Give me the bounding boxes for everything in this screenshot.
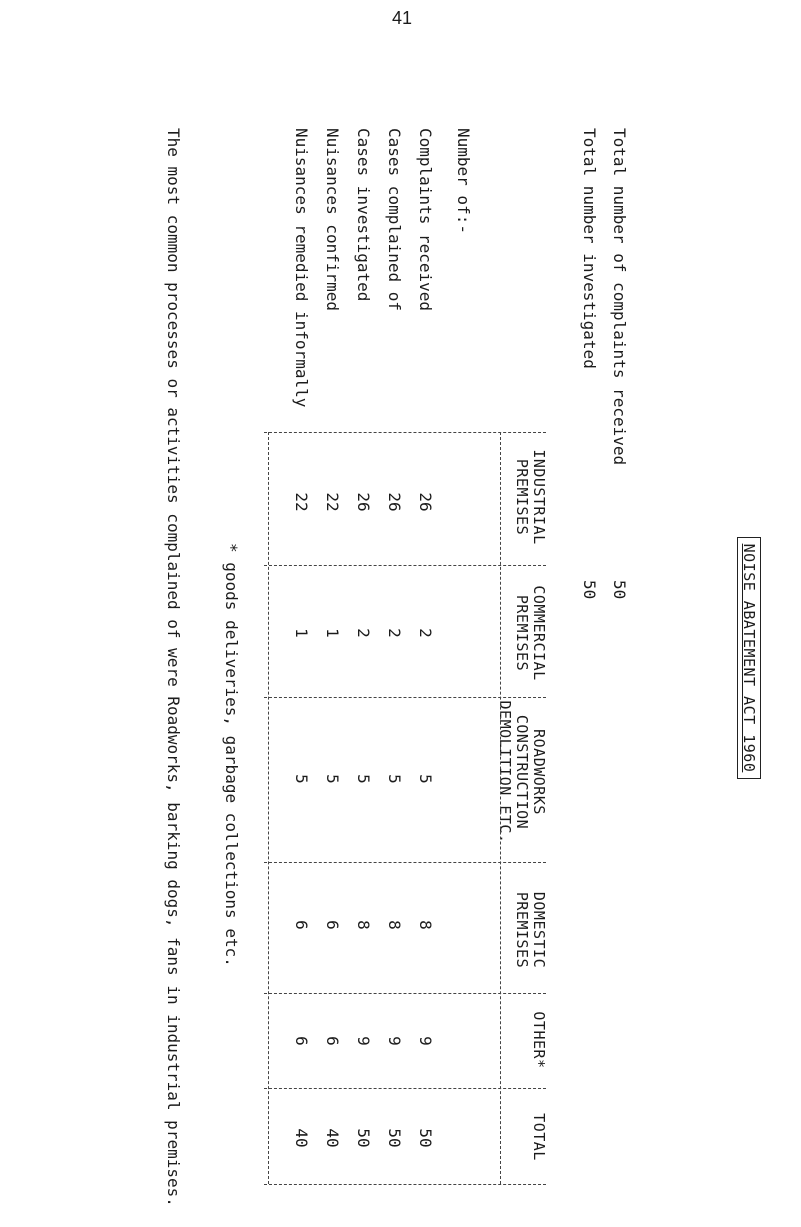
table-cell: 8 bbox=[416, 920, 435, 930]
column-header-other: OTHER* bbox=[530, 1011, 548, 1069]
closing-note: The most common processes or activities complained of were Roadworks, barking dogs, fans in industrial premises. bbox=[164, 128, 183, 1207]
table-cell: 5 bbox=[354, 774, 373, 784]
section-heading: NOISE ABATEMENT ACT 1960 bbox=[737, 537, 761, 779]
column-divider bbox=[264, 432, 546, 433]
table-cell: 8 bbox=[354, 920, 373, 930]
table-cell: 1 bbox=[323, 628, 342, 638]
total-received-label: Total number of complaints received bbox=[610, 128, 629, 466]
column-header-industrial: INDUSTRIAL PREMISES bbox=[513, 449, 548, 545]
table-cell: 9 bbox=[416, 1036, 435, 1046]
table-cell: 26 bbox=[354, 492, 373, 512]
table-cell: 1 bbox=[292, 628, 311, 638]
table-bottom-border bbox=[268, 432, 269, 1184]
table-cell: 2 bbox=[385, 628, 404, 638]
column-divider bbox=[264, 1088, 546, 1089]
table-cell: 26 bbox=[385, 492, 404, 512]
table-cell: 2 bbox=[354, 628, 373, 638]
column-header-total: TOTAL bbox=[530, 1113, 548, 1161]
table-cell: 22 bbox=[292, 492, 311, 512]
column-divider bbox=[264, 697, 546, 698]
row-label: Cases complained of bbox=[385, 128, 404, 312]
table-cell: 50 bbox=[385, 1128, 404, 1148]
header-divider bbox=[500, 432, 501, 1184]
table-cell: 6 bbox=[292, 1036, 311, 1046]
table-cell: 6 bbox=[323, 1036, 342, 1046]
row-group-label: Number of:- bbox=[454, 128, 473, 234]
table-cell: 5 bbox=[292, 774, 311, 784]
row-label: Complaints received bbox=[416, 128, 435, 312]
table-cell: 26 bbox=[416, 492, 435, 512]
column-header-domestic: DOMESTIC PREMISES bbox=[513, 891, 548, 969]
table-cell: 9 bbox=[354, 1036, 373, 1046]
table-cell: 2 bbox=[416, 628, 435, 638]
table-cell: 22 bbox=[323, 492, 342, 512]
table-cell: 40 bbox=[292, 1128, 311, 1148]
table-cell: 50 bbox=[416, 1128, 435, 1148]
table-cell: 9 bbox=[385, 1036, 404, 1046]
table-cell: 5 bbox=[416, 774, 435, 784]
page-number: 41 bbox=[392, 8, 413, 28]
table-cell: 5 bbox=[385, 774, 404, 784]
column-divider bbox=[264, 993, 546, 994]
column-header-roadworks: ROADWORKS CONSTRUCTION DEMOLITION ETC. bbox=[496, 700, 548, 844]
row-label: Nuisances confirmed bbox=[323, 128, 342, 312]
row-label: Nuisances remedied informally bbox=[292, 128, 311, 408]
table-cell: 50 bbox=[354, 1128, 373, 1148]
table-cell: 40 bbox=[323, 1128, 342, 1148]
table-cell: 6 bbox=[292, 920, 311, 930]
table-cell: 5 bbox=[323, 774, 342, 784]
column-divider bbox=[264, 1184, 546, 1185]
total-investigated-value: 50 bbox=[580, 580, 599, 600]
table-cell: 8 bbox=[385, 920, 404, 930]
footnote: * goods deliveries, garbage collections etc. bbox=[222, 543, 241, 967]
table-cell: 6 bbox=[323, 920, 342, 930]
row-label: Cases investigated bbox=[354, 128, 373, 302]
total-received-value: 50 bbox=[610, 580, 629, 600]
column-header-commercial: COMMERCIAL PREMISES bbox=[513, 585, 548, 681]
column-divider bbox=[264, 862, 546, 863]
total-investigated-label: Total number investigated bbox=[580, 128, 599, 369]
column-divider bbox=[264, 565, 546, 566]
